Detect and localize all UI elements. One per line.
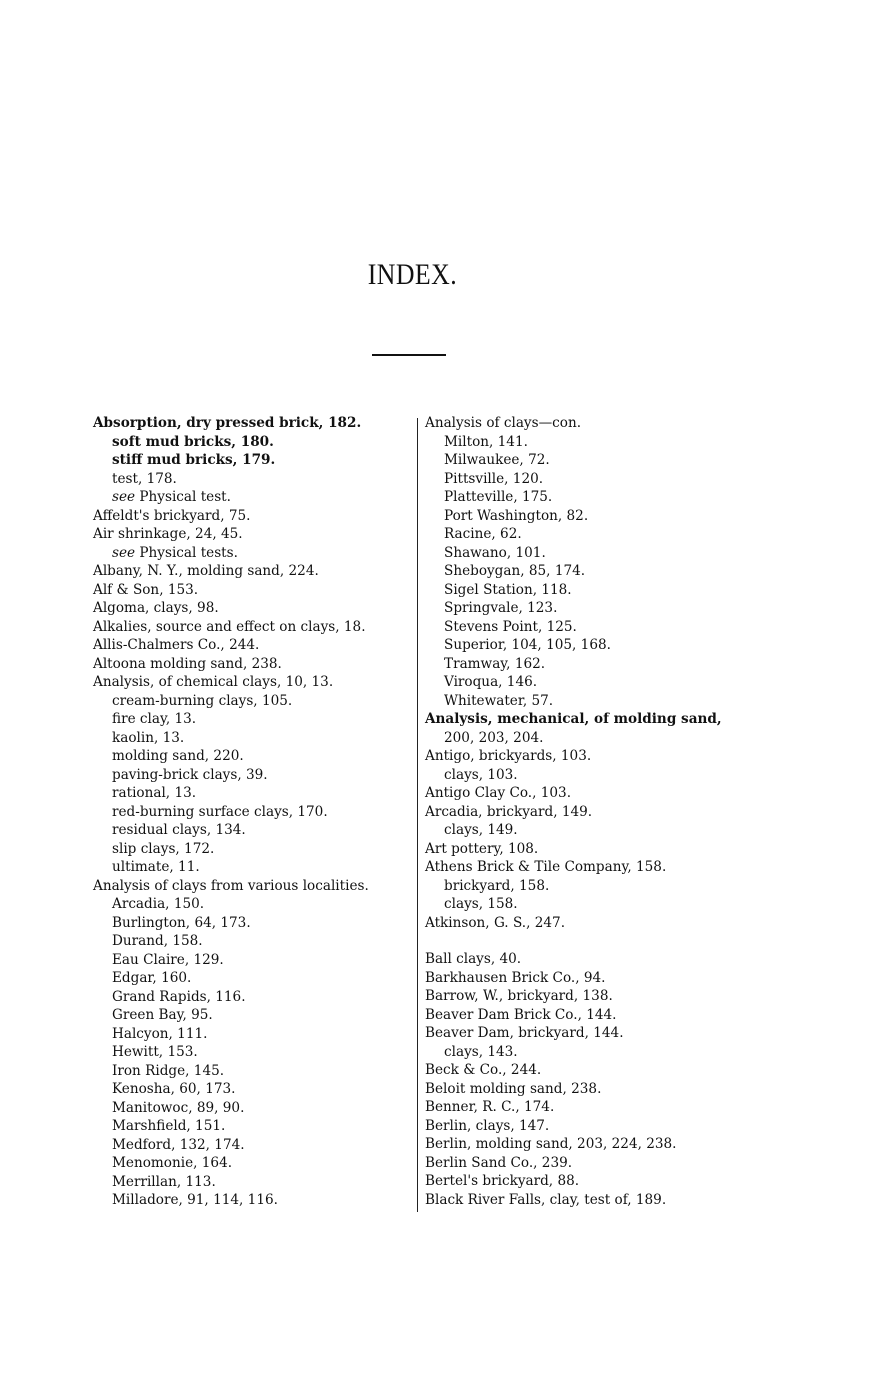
index-entry: Affeldt's brickyard, 75. — [93, 507, 251, 524]
index-entry: Analysis of clays—con. — [425, 415, 582, 431]
index-entry: Sheboygan, 85, 174. — [444, 563, 586, 579]
index-entry: Absorption, dry pressed brick, 182. — [93, 415, 362, 431]
index-entry: Viroqua, 146. — [444, 674, 538, 690]
index-entry: Beaver Dam Brick Co., 144. — [425, 1006, 617, 1023]
index-entry: Beck & Co., 244. — [425, 1062, 542, 1078]
index-right-column — [425, 414, 722, 1209]
index-entry: see Physical test. — [112, 489, 231, 505]
index-entry: Ball clays, 40. — [425, 951, 522, 967]
index-entry: slip clays, 172. — [112, 840, 215, 857]
index-entry: clays, 103. — [444, 766, 518, 783]
index-entry: Pittsville, 120. — [444, 470, 544, 487]
index-entry: Merrillan, 113. — [112, 1173, 216, 1190]
index-entry: clays, 143. — [444, 1043, 518, 1060]
index-entry: fire clay, 13. — [112, 711, 197, 727]
index-entry: Manitowoc, 89, 90. — [112, 1099, 245, 1116]
index-entry: Analysis, of chemical clays, 10, 13. — [93, 674, 334, 690]
index-letter-gap — [425, 932, 722, 950]
index-entry: Bertel's brickyard, 88. — [425, 1173, 580, 1189]
index-entry: Medford, 132, 174. — [112, 1136, 245, 1153]
index-entry: Albany, N. Y., molding sand, 224. — [93, 563, 319, 579]
index-entry: Stevens Point, 125. — [444, 618, 577, 635]
index-entry: Iron Ridge, 145. — [112, 1062, 225, 1079]
index-entry: brickyard, 158. — [444, 877, 550, 894]
index-entry: test, 178. — [112, 470, 177, 487]
index-entry: Atkinson, G. S., 247. — [425, 914, 566, 931]
index-entry: Edgar, 160. — [112, 970, 192, 986]
index-entry: Milton, 141. — [444, 433, 528, 450]
index-entry: Black River Falls, clay, test of, 189. — [425, 1191, 667, 1208]
column-divider — [417, 418, 418, 1212]
index-entry: stiff mud bricks, 179. — [112, 452, 276, 468]
index-entry: Superior, 104, 105, 168. — [444, 637, 611, 653]
index-left-column — [93, 414, 369, 1210]
index-entry: Eau Claire, 129. — [112, 951, 224, 968]
index-entry: Arcadia, brickyard, 149. — [425, 803, 593, 820]
index-entry: Green Bay, 95. — [112, 1007, 213, 1023]
index-entry: Shawano, 101. — [444, 544, 546, 561]
index-entry: Platteville, 175. — [444, 489, 553, 505]
index-entry: Antigo, brickyards, 103. — [425, 748, 592, 764]
index-entry: clays, 149. — [444, 822, 518, 838]
index-entry: molding sand, 220. — [112, 748, 244, 764]
index-entry: kaolin, 13. — [112, 729, 185, 746]
index-entry: Halcyon, 111. — [112, 1025, 208, 1042]
index-entry: Grand Rapids, 116. — [112, 988, 246, 1005]
index-entry: Air shrinkage, 24, 45. — [93, 526, 243, 542]
index-entry: cream-burning clays, 105. — [112, 692, 293, 709]
index-entry: Hewitt, 153. — [112, 1044, 198, 1060]
index-entry: Tramway, 162. — [444, 655, 546, 672]
index-entry: Racine, 62. — [444, 526, 522, 542]
index-entry: Athens Brick & Tile Company, 158. — [425, 859, 667, 875]
index-entry: Berlin, molding sand, 203, 224, 238. — [425, 1136, 677, 1152]
index-entry: soft mud bricks, 180. — [112, 433, 274, 450]
index-entry: Burlington, 64, 173. — [112, 914, 251, 931]
index-entry: Arcadia, 150. — [112, 896, 205, 912]
index-entry: Sigel Station, 118. — [444, 581, 572, 598]
index-entry: residual clays, 134. — [112, 822, 246, 838]
index-entry: see Physical tests. — [112, 544, 238, 561]
index-entry: Art pottery, 108. — [425, 840, 539, 857]
index-entry: Altoona molding sand, 238. — [93, 655, 282, 672]
index-entry: Berlin Sand Co., 239. — [425, 1154, 573, 1171]
index-entry: Algoma, clays, 98. — [93, 600, 219, 616]
index-entry: Berlin, clays, 147. — [425, 1117, 550, 1134]
index-entry: Antigo Clay Co., 103. — [425, 785, 572, 801]
index-entry: ultimate, 11. — [112, 859, 200, 875]
index-entry: Kenosha, 60, 173. — [112, 1081, 236, 1097]
index-entry: Benner, R. C., 174. — [425, 1099, 555, 1115]
index-entry: Allis-Chalmers Co., 244. — [93, 637, 260, 653]
index-entry: Durand, 158. — [112, 933, 203, 949]
index-entry: Analysis, mechanical, of molding sand, — [425, 711, 722, 727]
index-entry: red-burning surface clays, 170. — [112, 803, 328, 820]
index-entry: 200, 203, 204. — [444, 729, 544, 746]
index-entry: Analysis of clays from various localities. — [93, 877, 369, 894]
index-entry: Alkalies, source and effect on clays, 18. — [93, 618, 366, 635]
index-entry: Springvale, 123. — [444, 600, 558, 616]
index-entry: Beaver Dam, brickyard, 144. — [425, 1025, 624, 1041]
index-entry: Marshfield, 151. — [112, 1118, 226, 1134]
index-entry: paving-brick clays, 39. — [112, 766, 268, 783]
page-title: INDEX. — [367, 258, 458, 291]
index-entry: clays, 158. — [444, 896, 518, 912]
index-entry: Milwaukee, 72. — [444, 452, 550, 468]
index-entry: Barrow, W., brickyard, 138. — [425, 988, 613, 1004]
title-rule — [372, 354, 446, 356]
index-entry: Barkhausen Brick Co., 94. — [425, 969, 606, 986]
index-entry: Whitewater, 57. — [444, 692, 554, 709]
index-entry: Menomonie, 164. — [112, 1155, 233, 1171]
index-entry: Milladore, 91, 114, 116. — [112, 1192, 278, 1208]
index-entry: rational, 13. — [112, 785, 197, 801]
index-entry: Beloit molding sand, 238. — [425, 1080, 602, 1097]
index-entry: Port Washington, 82. — [444, 507, 589, 524]
index-entry: Alf & Son, 153. — [93, 581, 199, 598]
